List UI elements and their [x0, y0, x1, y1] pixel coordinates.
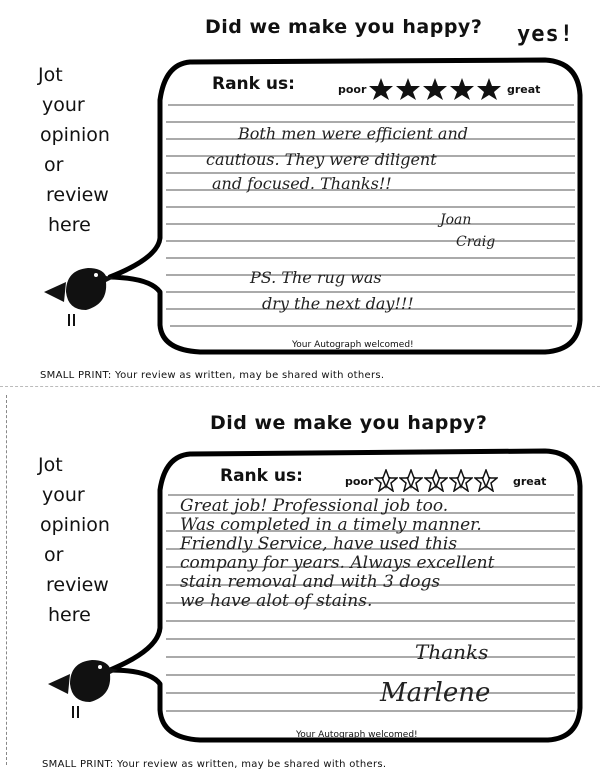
great-label: great — [513, 475, 547, 488]
review-text-line: stain removal and with 3 dogs — [180, 572, 441, 592]
rank-label: Rank us: — [212, 74, 295, 94]
signature-line: Craig — [456, 234, 496, 250]
star-icon-filled — [395, 77, 421, 101]
bird-icon — [38, 262, 118, 332]
review-text-line: cautious. They were diligent — [206, 150, 437, 169]
jot-instructions — [38, 60, 148, 240]
jot-line: here — [48, 214, 91, 236]
star-icon-filled — [422, 77, 448, 101]
review-text-line: Friendly Service, have used this — [180, 534, 458, 554]
jot-line: your — [42, 484, 85, 506]
small-print: SMALL PRINT: Your review as written, may be shared with others. — [40, 370, 385, 381]
star-icon-marked — [374, 469, 398, 492]
review-text-line: Was completed in a timely manner. — [180, 515, 482, 535]
star-icon-marked — [399, 469, 423, 492]
star-icon-marked — [449, 469, 473, 492]
jot-line: or — [44, 154, 64, 176]
review-text-line: company for years. Always excellent — [180, 553, 495, 573]
jot-line: or — [44, 544, 64, 566]
review-card-2 — [0, 388, 600, 775]
jot-line: Jot — [38, 64, 63, 86]
review-text-line: Great job! Professional job too. — [180, 496, 449, 516]
review-text-line: and focused. Thanks!! — [212, 174, 392, 193]
star-icon-marked — [424, 469, 448, 492]
star-icon-filled — [449, 77, 475, 101]
poor-label: poor — [345, 475, 374, 488]
star-rating — [374, 469, 498, 492]
great-label: great — [507, 83, 541, 96]
jot-instructions — [38, 450, 148, 630]
sign-off: Thanks — [415, 640, 489, 664]
review-text-line: Both men were efficient and — [238, 124, 468, 143]
rank-label: Rank us: — [220, 466, 303, 486]
autograph-label: Your Autograph welcomed! — [296, 730, 418, 740]
signature: Marlene — [380, 678, 491, 708]
poor-label: poor — [338, 83, 367, 96]
star-icon-filled — [368, 77, 394, 101]
handwritten-answer: yes! — [517, 22, 574, 47]
card-title: Did we make you happy? — [205, 16, 483, 38]
card-divider — [0, 386, 600, 387]
bird-icon — [42, 654, 122, 724]
review-text-line: we have alot of stains. — [180, 591, 373, 611]
autograph-label: Your Autograph welcomed! — [292, 340, 414, 350]
review-text-line: PS. The rug was — [250, 268, 382, 287]
star-icon-marked — [474, 469, 498, 492]
star-rating — [368, 77, 502, 101]
jot-line: review — [46, 184, 109, 206]
jot-line: review — [46, 574, 109, 596]
jot-line: opinion — [40, 514, 110, 536]
card-title: Did we make you happy? — [210, 412, 488, 434]
jot-line: opinion — [40, 124, 110, 146]
star-icon-filled — [476, 77, 502, 101]
jot-line: here — [48, 604, 91, 626]
signature-line: Joan — [440, 212, 472, 228]
review-text-line: dry the next day!!! — [262, 294, 414, 313]
jot-line: your — [42, 94, 85, 116]
jot-line: Jot — [38, 454, 63, 476]
small-print: SMALL PRINT: Your review as written, may be shared with others. — [42, 759, 387, 770]
